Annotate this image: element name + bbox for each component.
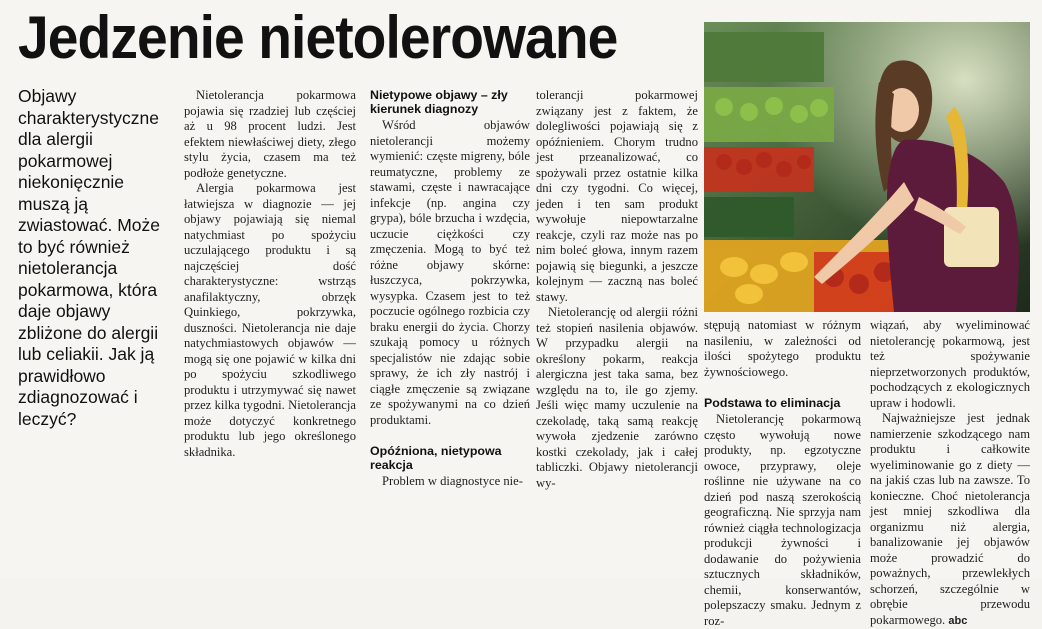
body-paragraph: tolerancji pokarmowej związany jest z faktem, że dolegliwości pojawiają się z opóźnieniem. Chorym trudno jest przeanalizować, co spożywali przez ostatnie kilka dni czy tygodni. Co więcej, jeden i ten sam produkt wywołuje niepowtarzalne reakcje, czyli raz może nas po nim boleć głowa, innym razem pojawią się biegunki, a jeszcze kolejnym — zaczną nas boleć stawy. <box>536 88 698 304</box>
lead-paragraph: Objawy charakterystyczne dla alergii pokarmowej niekonięcznie muszą ją zwiastować. Może to być również nietolerancja pokarmowa, która daje objawy zbliżone do alergii lub celiakii. Jak ją prawidłowo zdiagnozować i leczyć? <box>18 86 160 429</box>
section-heading: Opóźniona, nietypowa reakcja <box>370 444 502 472</box>
woman-shopping-vegetables-image <box>704 22 1030 312</box>
column-3 <box>536 88 698 491</box>
headline: Jedzenie nietolerowane <box>18 4 618 71</box>
body-paragraph: wiązań, aby wyeliminować nietolerancję pokarmową, jest też spożywanie nieprzetworzonych produktów, pochodzących z ekologicznych upraw i hodowli. <box>870 318 1030 410</box>
author-signature: abc <box>948 614 968 627</box>
body-paragraph: stępują natomiast w różnym nasileniu, w zależności od ilości spożytego produktu żywnościowego. <box>704 318 861 379</box>
column-2 <box>370 88 530 490</box>
body-paragraph: Problem w diagnostyce nie- <box>382 474 523 488</box>
body-paragraph: Alergia pokarmowa jest łatwiejsza w diagnozie — jej objawy pojawiają się niemal natychmiast po spożyciu uczulającego produktu i są najczęściej dość charakterystyczne: wstrząs anafilaktyczny, obrzęk Quinkiego, pokrzywka, duszności. Nietolerancja nie daje natychmiastowych objawów — mogą się one pojawić w kilka dni po spożyciu szkodliwego produktu i utrzymywać się nawet przez kilka tygodni. Nietolerancja może dotyczyć konkretnego produktu lub jego określonego składnika. <box>184 181 356 459</box>
section-heading: Nietypowe objawy – zły kierunek diagnozy <box>370 88 508 116</box>
body-paragraph: Nietolerancja pokarmowa pojawia się rzadziej lub częściej aż u 98 procent ludzi. Jest efektem niewłaściwej diety, złego stylu życia, czasem ma też podłoże genetyczne. <box>184 88 356 180</box>
column-5 <box>870 318 1030 629</box>
section-heading: Podstawa to eliminacja <box>704 396 841 410</box>
column-4 <box>704 318 861 629</box>
body-paragraph: Nietolerancję od alergii różni też stopień nasilenia objawów. W przypadku alergii na określony pokarm, reakcja alergiczna jest taka sama, bez względu na to, ile go zjemy. Jeśli więc mamy uczulenie na czekoladę, taką samą reakcję wywoła zjedzenie zarówno kostki czekolady, jak i całej tabliczki. Objawy nietolerancji wy- <box>536 305 698 490</box>
body-paragraph: Wśród objawów nietolerancji możemy wymienić: częste migreny, bóle reumatyczne, problemy ze stawami, częste i nawracające infekcje (np. angina czy grypa), bóle brzucha i wzdęcia, uczucie ciężkości czy zmęczenia. Mogą to być też różne objawy skórne: łuszczyca, pokrzywka, wysypka. Czasem jest to też poczucie ogólnego rozbicia czy braku energii do życia. Chorzy szukają pomocy u różnych specjalistów nie zdając sobie sprawy, że ich zły nastrój i ciągłe zmęczenie są związane ze spożywanymi na co dzień produktami. <box>370 118 530 427</box>
column-1 <box>184 88 356 460</box>
body-text: Najważniejsze jest jednak namierzenie szkodzącego nam produktu i całkowite wyeliminowanie go z diety — na jakiś czas lub na zawsze. To konieczne. Choć nietolerancja jest mniej szkodliwa dla organizmu niż alergia, banalizowanie jej objawów może prowadzić do poważnych, przewlekłych schorzeń, szczególnie w obrębie przewodu pokarmowego. <box>870 411 1030 627</box>
market-photo <box>704 22 1030 312</box>
body-paragraph <box>870 411 1030 629</box>
body-paragraph: Nietolerancję pokarmową często wywołują nowe produkty, np. egzotyczne owoce, przyprawy, oleje roślinne nie używane na co dzień pod naszą szerokością geograficzną. Nie sprzyja nam również ciągła technologizacja produkcji żywności i dodawanie do pożywienia sztucznych składników, chemii, konserwantów, polepszaczy smaku. Jednym z roz- <box>704 412 861 628</box>
